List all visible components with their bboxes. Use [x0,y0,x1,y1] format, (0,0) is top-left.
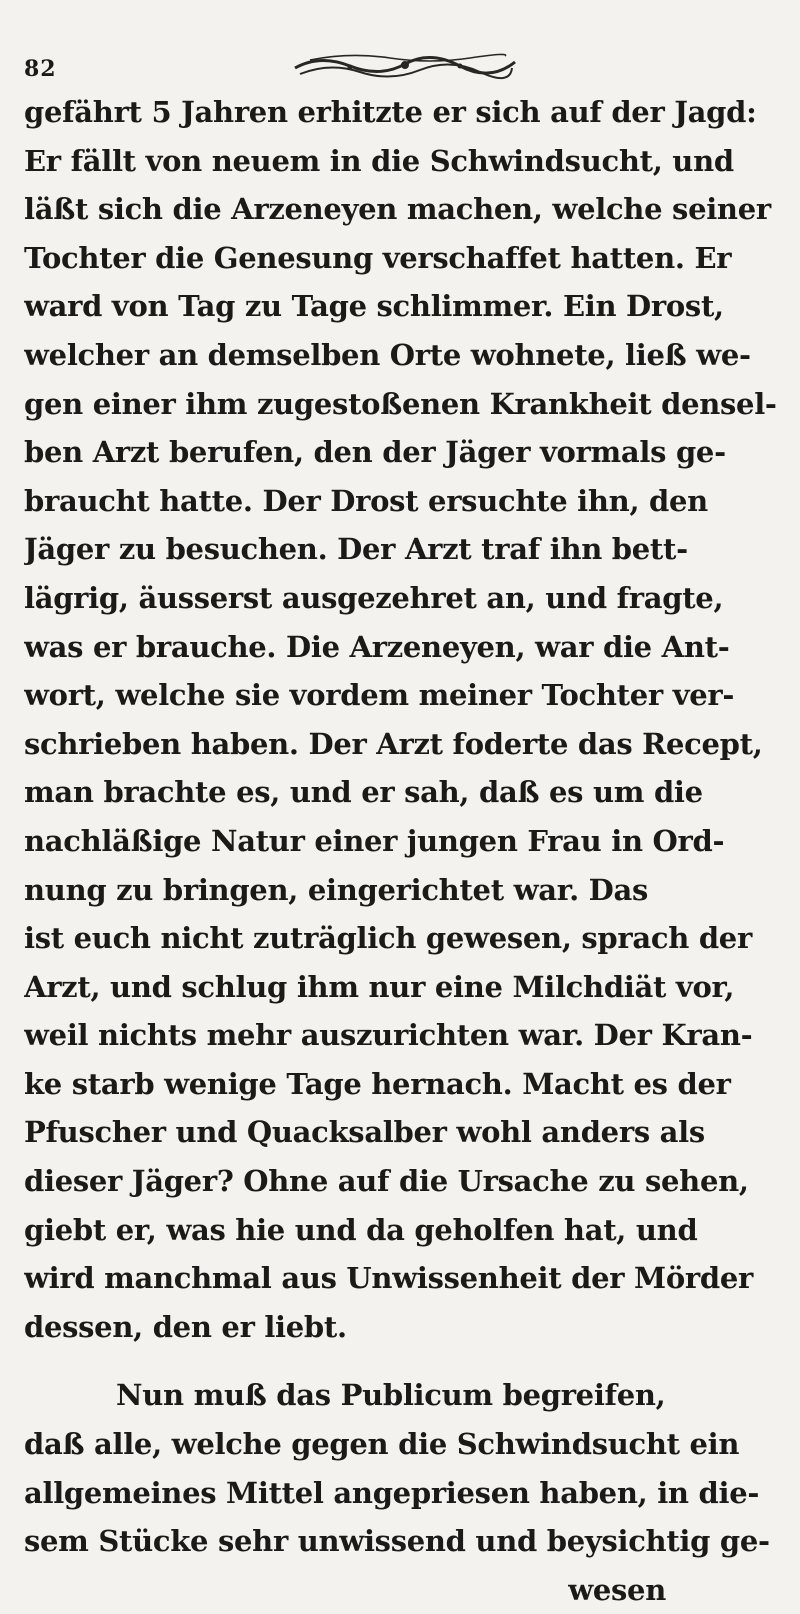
decorative-rule-icon [290,48,520,82]
text-line: schrieben haben. Der Arzt foderte das Recept, [24,726,763,761]
text-line: wesen [568,1572,666,1607]
text-line: lägrig, äusserst ausgezehret an, und fragte, [24,580,724,615]
text-line: dieser Jäger? Ohne auf die Ursache zu sehen, [24,1164,749,1199]
text-line: welcher an demselben Orte wohnete, ließ we- [24,337,751,372]
text-line: ist euch nicht zuträglich gewesen, sprach der [24,921,752,956]
text-line: sem Stücke sehr unwissend und beysichtig ge- [24,1524,770,1559]
text-line: Er fällt von neuem in die Schwindsucht, und [24,143,734,178]
text-line: läßt sich die Arzeneyen machen, welche seiner [24,192,771,227]
text-line: ben Arzt berufen, den der Jäger vormals ge- [24,435,726,470]
text-line: wort, welche sie vordem meiner Tochter ver- [24,678,735,713]
text-line: man brachte es, und er sah, daß es um die [24,775,703,810]
text-line: dessen, den er liebt. [24,1309,347,1344]
text-line: nachläßige Natur einer jungen Frau in Ord- [24,823,725,858]
text-line: gen einer ihm zugestoßenen Krankheit densel- [24,386,777,421]
paragraph-gap [24,1351,786,1371]
text-line: allgemeines Mittel angepriesen haben, in die- [24,1475,760,1510]
text-line: weil nichts mehr auszurichten war. Der Kran- [24,1018,753,1053]
text-line: gefährt 5 Jahren erhitzte er sich auf der Jagd: [24,95,757,129]
text-line: ward von Tag zu Tage schlimmer. Ein Drost, [24,289,724,324]
text-line: daß alle, welche gegen die Schwindsucht ein [24,1427,740,1462]
text-line: Pfuscher und Quacksalber wohl anders als [24,1115,705,1150]
text-line: was er brauche. Die Arzeneyen, war die Ant- [24,629,730,664]
text-line: ke starb wenige Tage hernach. Macht es der [24,1066,731,1101]
text-line: Jäger zu besuchen. Der Arzt traf ihn bett- [24,532,688,567]
text-line: giebt er, was hie und da geholfen hat, und [24,1212,698,1247]
text-line: braucht hatte. Der Drost ersuchte ihn, den [24,483,708,518]
page-number: 82 [24,56,57,82]
paragraph-2 [24,1371,786,1614]
text-line: Tochter die Genesung verschaffet hatten. Er [24,240,732,275]
text-line: wird manchmal aus Unwissenheit der Mörder [24,1261,753,1296]
paragraph-1 [24,88,786,1351]
text-line: Arzt, und schlug ihm nur eine Milchdiät vor, [24,969,735,1004]
body-text [24,88,786,1614]
text-line: Nun muß das Publicum begreifen, [116,1378,666,1413]
text-line: nung zu bringen, eingerichtet war. Das [24,872,649,907]
